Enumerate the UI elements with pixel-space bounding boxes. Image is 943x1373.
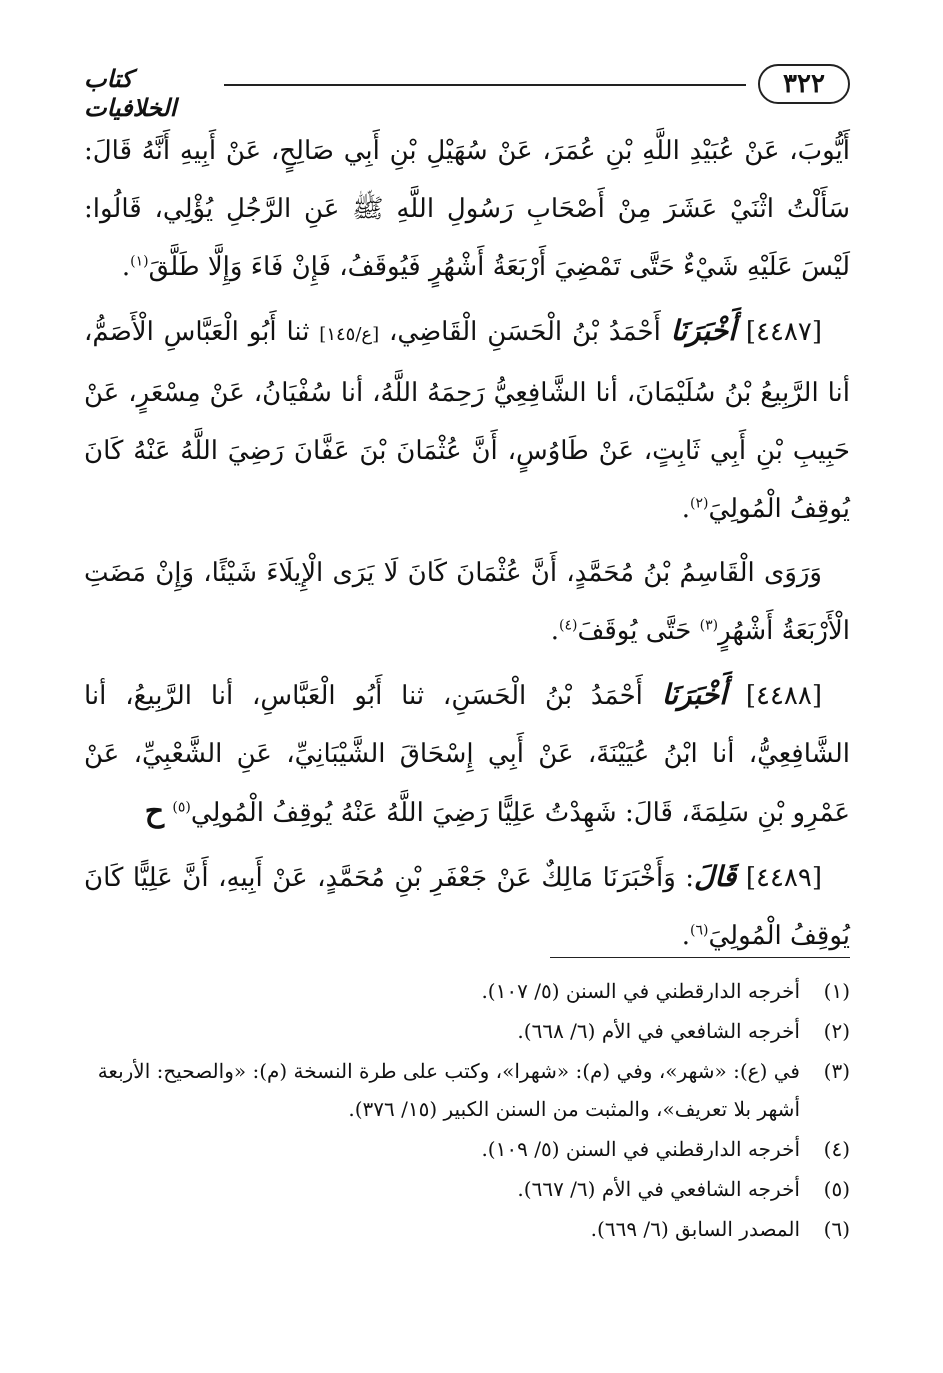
paragraph-text: أَحْمَدُ بْنُ الْحَسَنِ، ثنا أَبُو الْعَبَّاسِ، أنا الرَّبِيعُ، أنا الشَّافِعِيُّ، أنا ابْنُ عُيَيْنَةَ، عَنْ أَبِي إِسْحَاقَ الشَّيْبَانِيِّ، عَنِ الشَّعْبِيِّ، عَنْ عَمْرِو بْنِ سَلِمَةَ، قَالَ: شَهِدْتُ عَلِيًّا رَضِيَ اللَّهُ عَنْهُ يُوقِفُ الْمُولِي: [84, 681, 850, 828]
paragraph-continued: أَيُّوبَ، عَنْ عُبَيْدِ اللَّهِ بْنِ عُمَرَ، عَنْ سُهَيْلِ بْنِ أَبِي صَالِحٍ، عَنْ أَبِيهِ أَنَّهُ قَالَ: سَأَلْتُ اثْنَيْ عَشَرَ مِنْ أَصْحَابِ رَسُولِ اللَّهِ ﷺ عَنِ الرَّجُلِ يُؤْلِي، قَالُوا: لَيْسَ عَلَيْهِ شَيْءٌ حَتَّى تَمْضِيَ أَرْبَعَةُ أَشْهُرٍ فَيُوقَفُ، فَإِنْ فَاءَ وَإِلَّا طَلَّقَ$^{(١)}$.: [84, 136, 850, 282]
paragraph-text: : وَأَخْبَرَنَا مَالِكٌ عَنْ جَعْفَرِ بْنِ مُحَمَّدٍ، عَنْ أَبِيهِ، أَنَّ عَلِيًّا كَانَ يُوقِفُ الْمُولِيَ: [84, 863, 850, 951]
footnote-mark: (٦): [690, 922, 709, 939]
page-header: [84, 62, 850, 122]
footnotes: [84, 972, 850, 1250]
footnote-text: أخرجه الدارقطني في السنن (٥/ ١٠٩).: [481, 1137, 800, 1161]
page-number: ٣٢٢: [758, 64, 850, 104]
footnote-item: [84, 1210, 850, 1248]
footnote-text: في (ع): «شهر»، وفي (م): «شهرا»، وكتب على طرة النسخة (م): «والصحيح: الأربعة أشهر بلا تعريف»، والمثبت من السنن الكبير (١٥/ ٣٧٦).: [97, 1059, 800, 1121]
footnote-text: المصدر السابق (٦/ ٦٦٩).: [590, 1217, 800, 1241]
footnote-number: (٦): [823, 1217, 850, 1241]
header-rule: [224, 84, 746, 86]
hadith-number: [٤٤٨٩]: [745, 863, 822, 893]
footnote-text: أخرجه الدارقطني في السنن (٥/ ١٠٧).: [481, 979, 800, 1003]
hadith-number: [٤٤٨٧]: [745, 317, 822, 347]
main-text: [84, 122, 850, 971]
hadith-number: [٤٤٨٨]: [745, 681, 823, 711]
footnote-number: (٢): [823, 1019, 850, 1043]
footnote-mark: (١): [130, 253, 149, 270]
footnote-item: [84, 1130, 850, 1168]
footnote-text: أخرجه الشافعي في الأم (٦/ ٦٦٧).: [517, 1177, 800, 1201]
footnote-mark: (٥): [172, 799, 191, 816]
footnote-number: (٥): [823, 1177, 850, 1201]
footnote-mark: (٢): [690, 495, 709, 512]
footnote-item: [84, 1170, 850, 1208]
paragraph-text: ثنا أَبُو الْعَبَّاسِ الْأَصَمُّ، أنا الرَّبِيعُ بْنُ سُلَيْمَانَ، أنا الشَّافِعِيُّ رَحِمَهُ اللَّهُ، أنا سُفْيَانُ، عَنْ مِسْعَرٍ، عَنْ حَبِيبِ بْنِ أَبِي ثَابِتٍ، عَنْ طَاوُسٍ، أَنَّ عُثْمَانَ بْنَ عَفَّانَ رَضِيَ اللَّهُ عَنْهُ كَانَ يُوقِفُ الْمُولِيَ: [84, 317, 850, 524]
paragraph-text: أَحْمَدُ بْنُ الْحَسَنِ الْقَاضِي،: [389, 317, 661, 347]
paragraph-text: حَتَّى يُوقَفَ: [577, 616, 692, 646]
hadith-4489: [٤٤٨٩] قَالَ: وَأَخْبَرَنَا مَالِكٌ عَنْ جَعْفَرِ بْنِ مُحَمَّدٍ، عَنْ أَبِيهِ، أَنَّ عَلِيًّا كَانَ يُوقِفُ الْمُولِيَ$^{(٦)}$.: [84, 860, 850, 951]
footnote-separator: [550, 957, 850, 958]
manuscript-ref: [ع/١٤٥]: [319, 324, 380, 345]
footnote-item: [84, 1012, 850, 1050]
paragraph-text: وَرَوَى الْقَاسِمُ بْنُ مُحَمَّدٍ، أَنَّ عُثْمَانَ كَانَ لَا يَرَى الْإِيلَاءَ شَيْئًا، وَإِنْ مَضَتِ الْأَرْبَعَةُ أَشْهُرٍ: [84, 558, 850, 646]
footnote-number: (٤): [823, 1137, 850, 1161]
footnote-number: (١): [823, 979, 850, 1003]
hadith-4488: [84, 666, 850, 842]
transmission-keyword: أَخْبَرَنَا: [670, 314, 736, 347]
transmission-keyword: قَالَ: [694, 860, 737, 893]
footnote-mark: (٤): [558, 617, 578, 634]
transmission-keyword: أَخْبَرَنَا: [661, 678, 728, 711]
footnote-item: [84, 972, 850, 1010]
footnote-text: أخرجه الشافعي في الأم (٦/ ٦٦٨).: [517, 1019, 800, 1043]
paragraph-text: أَيُّوبَ، عَنْ عُبَيْدِ اللَّهِ بْنِ عُمَرَ، عَنْ سُهَيْلِ بْنِ أَبِي صَالِحٍ، عَنْ أَبِيهِ أَنَّهُ قَالَ: سَأَلْتُ اثْنَيْ عَشَرَ مِنْ أَصْحَابِ رَسُولِ اللَّهِ ﷺ عَنِ الرَّجُلِ يُؤْلِي، قَالُوا: لَيْسَ عَلَيْهِ شَيْءٌ حَتَّى تَمْضِيَ أَرْبَعَةُ أَشْهُرٍ فَيُوقَفُ، فَإِنْ فَاءَ وَإِلَّا طَلَّقَ: [84, 136, 850, 282]
book-title: كتاب الخلافيات: [84, 64, 177, 122]
tahwil-symbol: ح: [144, 794, 165, 829]
footnote-number: (٣): [823, 1059, 850, 1083]
footnote-item: [84, 1052, 850, 1128]
footnote-mark: (٣): [699, 617, 719, 634]
hadith-4487: [٤٤٨٧] أَخْبَرَنَا أَحْمَدُ بْنُ الْحَسَنِ الْقَاضِي، [ع/١٤٥] ثنا أَبُو الْعَبَّاسِ الْأَصَمُّ، أنا الرَّبِيعُ بْنُ سُلَيْمَانَ، أنا الشَّافِعِيُّ رَحِمَهُ اللَّهُ، أنا سُفْيَانُ، عَنْ مِسْعَرٍ، عَنْ حَبِيبِ بْنِ أَبِي ثَابِتٍ، عَنْ طَاوُسٍ، أَنَّ عُثْمَانَ بْنَ عَفَّانَ رَضِيَ اللَّهُ عَنْهُ كَانَ يُوقِفُ الْمُولِيَ$^{(٢)}$.: [84, 314, 850, 524]
paragraph-rawa: وَرَوَى الْقَاسِمُ بْنُ مُحَمَّدٍ، أَنَّ عُثْمَانَ كَانَ لَا يَرَى الْإِيلَاءَ شَيْئًا، وَإِنْ مَضَتِ الْأَرْبَعَةُ أَشْهُرٍ$^{(٣)}$ حَتَّى يُوقَفَ$^{(٤)}$.: [84, 558, 850, 646]
